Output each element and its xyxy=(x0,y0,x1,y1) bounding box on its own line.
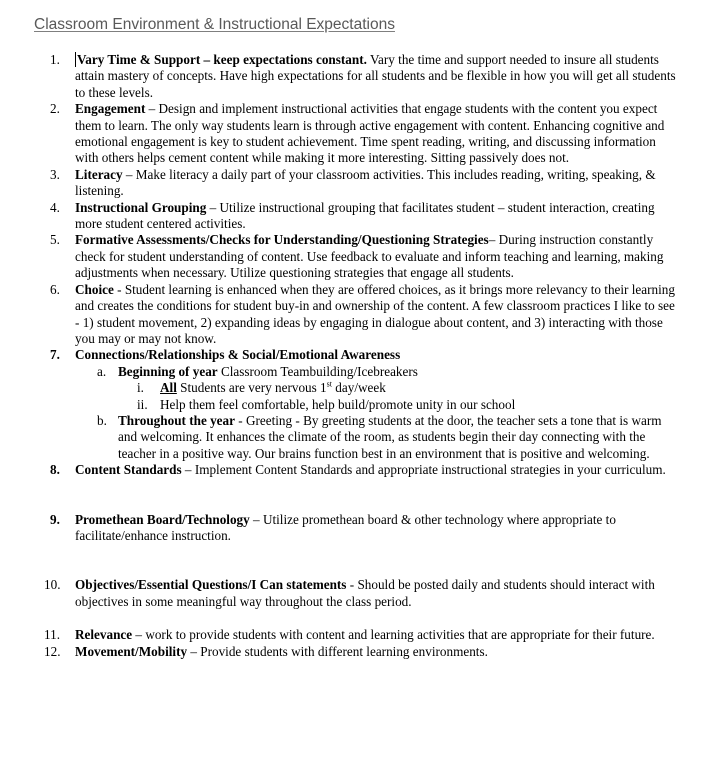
list-item-5 xyxy=(0,232,680,281)
sub-item-7a xyxy=(0,364,680,380)
item-text: – Provide students with different learning environments. xyxy=(187,643,488,659)
sub-item-roman: ii. xyxy=(137,396,148,412)
sub-item-text: Students are very nervous 1 xyxy=(176,380,327,396)
item-number: 9. xyxy=(50,511,60,527)
item-number: 7. xyxy=(50,347,60,363)
item-heading: Content Standards xyxy=(75,462,182,478)
item-heading: Relevance xyxy=(75,627,133,643)
list-item-10 xyxy=(0,577,680,610)
item-heading: Promethean Board/Technology xyxy=(75,511,250,527)
list-item-4 xyxy=(0,200,680,233)
list-item-6 xyxy=(0,282,680,348)
item-text: – Make literacy a daily part of your classroom activities. This includes reading, writing, speaking, & listening. xyxy=(75,166,656,199)
sub-item-text: Help them feel comfortable, help build/promote unity in our school xyxy=(160,396,516,412)
item-text: – Utilize promethean board & other technology where appropriate to facilitate/enhance instruction. xyxy=(75,511,616,543)
item-heading: Connections/Relationships & Social/Emotional Awareness xyxy=(75,347,401,363)
item-text: – Utilize instructional grouping that facilitates student – student interaction, creating more student centered activities. xyxy=(75,199,655,232)
sub-item-text: - Greeting - By greeting students at the door, the teacher sets a tone that is warm and welcoming. It enhances the climate of the room, as students begin their day connecting with the teacher in a positive way. Our brains function best in an environment that is positive and welcoming. xyxy=(118,412,662,461)
item-number: 12. xyxy=(44,643,61,659)
item-heading: Engagement xyxy=(75,101,146,117)
text-cursor xyxy=(75,52,76,67)
spacer xyxy=(0,610,711,627)
sub-item-heading: Beginning of year xyxy=(118,363,218,379)
item-heading: Literacy xyxy=(75,166,123,182)
item-number: 11. xyxy=(44,627,60,643)
item-heading: Instructional Grouping xyxy=(75,199,207,215)
item-number: 10. xyxy=(44,577,61,593)
sub-item-7a-i xyxy=(0,380,680,396)
item-heading: Movement/Mobility xyxy=(75,643,188,659)
item-heading: Formative Assessments/Checks for Understanding/Questioning Strategies xyxy=(75,232,489,248)
item-heading: Choice xyxy=(75,281,114,297)
sub-item-letter: a. xyxy=(97,363,107,379)
item-text: - Student learning is enhanced when they are offered choices, as it brings more relevancy to their learning and creates the conditions for student buy-in and ownership of the content. A few classroom practices I like to see - 1) student movement, 2) expanding ideas by engaging in dialogue about content, and 3) interacting with those you may or may not know. xyxy=(75,281,675,346)
item-text: – Design and implement instructional activities that engage students with the content you expect them to learn. The only way students learn is through active engagement with content. Enhancing cognitive and emotional engagement is key to student achievement. Time spent reading, writing, and discussing information with others helps cement content while making it more interesting. Sitting passively does not. xyxy=(75,101,665,166)
sub-item-heading: Throughout the year xyxy=(118,412,235,428)
spacer xyxy=(0,544,711,577)
item-heading: Vary Time & Support – keep expectations constant. xyxy=(77,52,367,67)
list-item-8 xyxy=(0,462,680,478)
list-item-2 xyxy=(0,101,680,167)
item-heading: Objectives/Essential Questions/I Can statements xyxy=(75,577,347,593)
sub-item-7a-ii xyxy=(0,397,680,413)
sub-item-text: Classroom Teambuilding/Icebreakers xyxy=(217,363,418,379)
item-number: 8. xyxy=(50,462,60,478)
item-text: – work to provide students with content and learning activities that are appropriate for their future. xyxy=(132,627,655,643)
item-number: 4. xyxy=(50,199,60,215)
document-title: Classroom Environment & Instructional Expectations xyxy=(34,16,395,33)
sub-item-heading: All xyxy=(160,380,177,396)
list-item-11 xyxy=(0,627,680,643)
sub-item-7b xyxy=(0,413,680,462)
item-number: 1. xyxy=(50,52,60,67)
item-text: – Implement Content Standards and appropriate instructional strategies in your curriculum. xyxy=(181,462,666,478)
list-item-3 xyxy=(0,167,680,200)
spacer xyxy=(0,479,711,512)
item-number: 5. xyxy=(50,232,60,248)
list-item-1 xyxy=(0,52,680,101)
list-item-12 xyxy=(0,644,680,660)
item-number: 6. xyxy=(50,281,60,297)
sub-item-roman: i. xyxy=(137,380,144,396)
list-item-7 xyxy=(0,347,680,363)
sub-item-letter: b. xyxy=(97,412,107,428)
item-text: - Should be posted daily and students should interact with objectives in some meaningful way throughout the class period. xyxy=(75,577,655,609)
item-text: Vary the time and support needed to insure all students attain mastery of concepts. Have high expectations for all students and be flexible in how you will get all students to these levels. xyxy=(75,52,676,100)
item-number: 2. xyxy=(50,101,60,117)
list-item-9 xyxy=(0,512,680,545)
sub-item-tail: day/week xyxy=(332,380,386,396)
item-number: 3. xyxy=(50,166,60,182)
item-text: – During instruction constantly check for student understanding of content. Use feedback to evaluate and inform teaching and learning, making adjustments when necessary. Utilize questioning strategies that engage all students. xyxy=(75,232,664,281)
ordinal-suffix: st xyxy=(326,379,332,389)
expectations-list xyxy=(0,52,711,660)
